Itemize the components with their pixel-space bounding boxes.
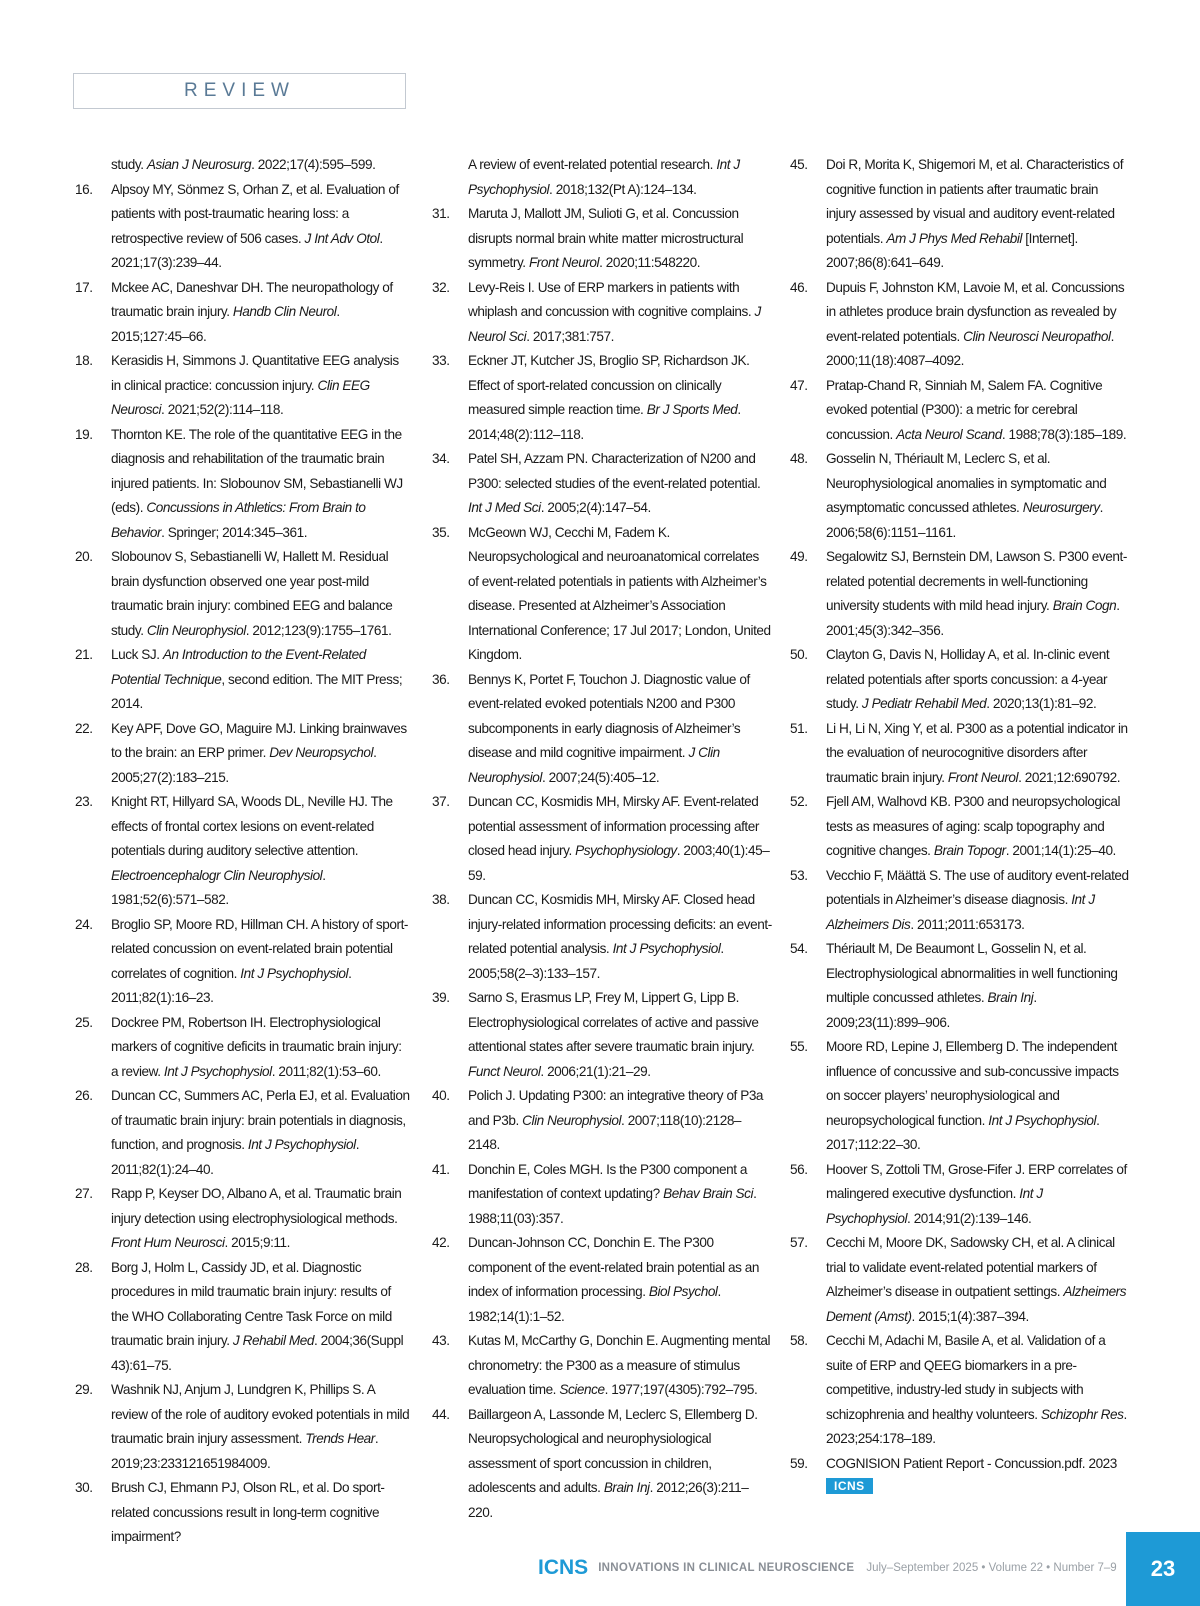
reference-item [75, 1256, 410, 1379]
journal-title: J Clin Neurophysiol [468, 745, 720, 785]
reference-text-part: study. [111, 157, 147, 172]
reference-number: 19. [75, 426, 93, 442]
reference-text-part: Knight RT, Hillyard SA, Woods DL, Neville HJ. The effects of frontal cortex lesions on event-related potentials during auditory selective attention. [111, 794, 393, 858]
reference-number: 21. [75, 647, 93, 662]
reference-text-part: . 2005;2(4):147–54. [540, 500, 651, 515]
journal-title: Acta Neurol Scand [896, 426, 1002, 442]
reference-text [111, 913, 410, 1011]
reference-item [790, 864, 1130, 938]
reference-text [111, 1084, 410, 1182]
reference-text-part: . 2011;82(1):53–60. [271, 1063, 381, 1079]
journal-title: Int J Alzheimers Dis [826, 892, 1095, 932]
reference-text-part: Rapp P, Keyser DO, Albano A, et al. Traumatic brain injury detection using electrophysiological methods. [111, 1186, 402, 1226]
reference-text [468, 276, 772, 350]
reference-item [432, 1231, 772, 1329]
reference-text [468, 1231, 772, 1329]
reference-text [111, 276, 410, 350]
reference-item [432, 790, 772, 888]
reference-text-part: Doi R, Morita K, Shigemori M, et al. Characteristics of cognitive function in patients after traumatic brain injury assessed by visual and auditory event-related potentials. [826, 157, 1124, 246]
reference-number: 58. [790, 1333, 808, 1348]
reference-text [468, 447, 772, 521]
reference-text-part: Cecchi M, Moore DK, Sadowsky CH, et al. A clinical trial to validate event-related potential markers of Alzheimer’s disease in outpatient settings. [826, 1235, 1115, 1299]
reference-item [432, 1403, 772, 1526]
journal-title: Int J Psychophysiol [988, 1112, 1097, 1128]
reference-text [111, 1378, 410, 1476]
reference-text [111, 178, 410, 276]
reference-text-part: Mckee AC, Daneshvar DH. The neuropathology of traumatic brain injury. [111, 279, 393, 319]
reference-text [826, 1035, 1130, 1158]
section-label: REVIEW [184, 80, 295, 101]
reference-text-part: . 2011;2011:653173. [910, 916, 1025, 932]
reference-list-1 [75, 178, 410, 1550]
reference-item [432, 153, 772, 202]
reference-text-part: . 2011;82(1):24–40. [111, 1137, 360, 1177]
reference-text [468, 1329, 772, 1403]
reference-item [432, 447, 772, 521]
reference-item [790, 1452, 1130, 1477]
reference-item [790, 717, 1130, 791]
page-footer [538, 1552, 1117, 1584]
reference-text-part: Dupuis F, Johnston KM, Lavoie M, et al. Concussions in athletes produce brain dysfunction as revealed by event-related potentials. [826, 279, 1125, 344]
reference-text-part: Polich J. Updating P300: an integrative theory of P3a and P3b. [468, 1088, 764, 1128]
reference-text-part: Bennys K, Portet F, Touchon J. Diagnostic value of event-related evoked potentials N200 and P300 subcomponents in early diagnosis of Alzheimer’s disease and mild cognitive impairment. [468, 671, 750, 760]
reference-item [432, 349, 772, 447]
reference-number: 59. [790, 1455, 808, 1471]
reference-text-part: . 2021;17(3):239–44. [111, 230, 383, 270]
reference-text [826, 374, 1130, 448]
reference-item [75, 643, 410, 717]
reference-number: 24. [75, 916, 93, 932]
journal-title: Int J Psychophysiol [240, 965, 349, 981]
reference-text-part: A review of event-related potential research. [468, 157, 717, 172]
reference-number: 53. [790, 867, 808, 883]
page-number-box [1126, 1532, 1200, 1606]
reference-text-part: . 2018;132(Pt A):124–134. [549, 181, 697, 197]
reference-text-part: Segalowitz SJ, Bernstein DM, Lawson S. P300 event-related potential decrements in well-functioning university students with mild head injury. [826, 549, 1127, 613]
reference-item [75, 790, 410, 913]
reference-number: 46. [790, 279, 808, 295]
reference-text-part: . 2007;24(5):405–12. [541, 769, 660, 785]
reference-text-part: . 2015;1(4):387–394. [911, 1308, 1029, 1324]
reference-text-part: . 1988;78(3):185–189. [1001, 426, 1127, 442]
reference-text [468, 1403, 772, 1526]
reference-text-part: Key APF, Dove GO, Maguire MJ. Linking brainwaves to the brain: an ERP primer. [111, 720, 407, 760]
reference-number: 34. [432, 451, 450, 466]
reference-number: 31. [432, 206, 450, 221]
reference-text-part: Slobounov S, Sebastianelli W, Hallett M. Residual brain dysfunction observed one year post-mild traumatic brain injury: combined EEG and balance study. [111, 549, 393, 638]
journal-title: Alzheimers Dement (Amst) [826, 1284, 1127, 1324]
reference-text [826, 1231, 1130, 1329]
reference-number: 43. [432, 1333, 450, 1348]
reference-text [111, 545, 410, 643]
references-column-1 [75, 153, 410, 1550]
reference-text [826, 153, 1130, 276]
reference-text [111, 643, 410, 717]
reference-number: 47. [790, 377, 808, 393]
reference-item [790, 1035, 1130, 1158]
reference-item [432, 1084, 772, 1158]
reference-text-part: Alpsoy MY, Sönmez S, Orhan Z, et al. Evaluation of patients with post-traumatic hearing loss: a retrospective review of 506 cases. [111, 181, 399, 246]
reference-text-part: Sarno S, Erasmus LP, Frey M, Lippert G, Lipp B. Electrophysiological correlates of active and passive attentional states after severe traumatic brain injury. [468, 990, 759, 1054]
reference-text-part: . 2022;17(4):595–599. [251, 157, 376, 172]
journal-title: Int J Psychophysiol [612, 941, 721, 956]
journal-title: Science [559, 1382, 605, 1397]
reference-item [790, 374, 1130, 448]
journal-logo: ICNS [538, 1556, 589, 1579]
reference-number: 51. [790, 720, 808, 736]
end-of-article-badge: ICNS [826, 1478, 873, 1494]
reference-text-part: . 2012;123(9):1755–1761. [245, 622, 392, 638]
reference-item [790, 1158, 1130, 1232]
issue-info: July–September 2025 • Volume 22 • Number 7–9 [866, 1562, 1117, 1574]
reference-text [468, 349, 772, 447]
reference-text [468, 986, 772, 1084]
reference-number: 28. [75, 1259, 93, 1275]
reference-item [75, 1378, 410, 1476]
reference-text-part: COGNISION Patient Report - Concussion.pdf. 2023 [826, 1455, 1117, 1471]
reference-text [468, 153, 772, 202]
journal-title: Int J Psychophysiol [826, 1186, 1043, 1226]
reference-item [75, 1182, 410, 1256]
reference-text-part: Brush CJ, Ehmann PJ, Olson RL, et al. Do sport-related concussions result in long-term cognitive impairment? [111, 1480, 385, 1544]
reference-text [826, 1158, 1130, 1232]
journal-title: J Int Adv Otol [304, 230, 380, 246]
reference-number: 25. [75, 1014, 93, 1030]
reference-item [75, 913, 410, 1011]
reference-item [790, 276, 1130, 374]
reference-item [432, 1158, 772, 1232]
reference-number: 37. [432, 794, 450, 809]
reference-text-part: . 2021;52(2):114–118. [161, 402, 284, 417]
reference-continuation [75, 153, 410, 178]
reference-text-part: . 2009;23(11):899–906. [826, 990, 1037, 1030]
reference-text-part: Duncan-Johnson CC, Donchin E. The P300 component of the event-related brain potential as an index of information processing. [468, 1235, 759, 1299]
journal-title: Clin EEG Neurosci [111, 377, 370, 417]
reference-item [432, 276, 772, 350]
reference-text-part: . 2000;11(18):4087–4092. [826, 328, 1114, 368]
references-column-3 [790, 153, 1130, 1495]
reference-text [111, 1476, 410, 1550]
reference-number: 38. [432, 892, 450, 907]
reference-text-part: Dockree PM, Robertson IH. Electrophysiological markers of cognitive deficits in traumatic brain injury: a review. [111, 1014, 402, 1079]
reference-item [75, 276, 410, 350]
reference-text-part: Thornton KE. The role of the quantitative EEG in the diagnosis and rehabilitation of the traumatic brain injured patients. In: Slobounov SM, Sebastianelli WJ (eds). [111, 426, 403, 515]
reference-number: 23. [75, 794, 93, 809]
reference-text [468, 202, 772, 276]
journal-title: Clin Neurophysiol [522, 1112, 622, 1128]
page-number: 23 [1150, 1556, 1176, 1581]
reference-text [111, 790, 410, 913]
reference-text [826, 1329, 1130, 1452]
reference-text [111, 1256, 410, 1379]
journal-name: INNOVATIONS IN CLINICAL NEUROSCIENCE [598, 1562, 855, 1574]
references-column-2 [432, 153, 772, 1525]
journal-title: J Neurol Sci [468, 304, 761, 344]
journal-title: Neurosurgery [1022, 500, 1100, 515]
reference-number: 40. [432, 1088, 450, 1103]
reference-text-part: Thériault M, De Beaumont L, Gosselin N, et al. Electrophysiological abnormalities in well functioning multiple concussed athletes. [826, 941, 1118, 1005]
reference-text-part: . 2020;11:548220. [599, 255, 701, 270]
journal-title: Br J Sports Med [646, 402, 738, 417]
reference-text [111, 1182, 410, 1256]
reference-item [790, 153, 1130, 276]
reference-text [111, 1011, 410, 1085]
reference-number: 52. [790, 794, 808, 809]
journal-title: J Rehabil Med [232, 1333, 314, 1348]
reference-text-part: Kutas M, McCarthy G, Donchin E. Augmenting mental chronometry: the P300 as a measure of stimulus evaluation time. [468, 1333, 771, 1397]
reference-text-part: . 1977;197(4305):792–795. [604, 1382, 758, 1397]
reference-text-part: . 2017;112:22–30. [826, 1112, 1100, 1152]
reference-text-part: Borg J, Holm L, Cassidy JD, et al. Diagnostic procedures in mild traumatic brain injury: results of the WHO Collaborating Centre Task Force on mild traumatic brain injury. [111, 1259, 392, 1348]
reference-number: 29. [75, 1382, 93, 1397]
journal-title: Am J Phys Med Rehabil [886, 230, 1022, 246]
reference-text-part: Broglio SP, Moore RD, Hillman CH. A history of sport-related concussion on event-related brain potential correlates of cognition. [111, 916, 408, 981]
reference-item [432, 668, 772, 791]
reference-number: 50. [790, 647, 808, 662]
reference-number: 41. [432, 1161, 450, 1177]
reference-text [826, 276, 1130, 374]
reference-list-3 [790, 153, 1130, 1476]
reference-text-part: . 2001;14(1):25–40. [1005, 843, 1116, 858]
reference-text-part: . 2006;21(1):21–29. [540, 1063, 651, 1079]
journal-title: Clin Neurophysiol [146, 622, 246, 638]
reference-text-part: . 2011;82(1):16–23. [111, 965, 352, 1005]
reference-text-part: Duncan CC, Kosmidis MH, Mirsky AF. Closed head injury-related information processing deficits: an event-related potential analysis. [468, 892, 772, 956]
journal-title: Trends Hear [305, 1431, 375, 1446]
reference-text [826, 643, 1130, 717]
reference-text-part: Levy-Reis I. Use of ERP markers in patients with whiplash and concussion with cognitive complains. [468, 279, 755, 319]
reference-text-part: Fjell AM, Walhovd KB. P300 and neuropsychological tests as measures of aging: scalp topography and cognitive changes. [826, 794, 1121, 858]
reference-text-part: . 2015;127:45–66. [111, 304, 340, 344]
reference-text [826, 545, 1130, 643]
reference-number: 45. [790, 157, 808, 172]
reference-text-part: Pratap-Chand R, Sinniah M, Salem FA. Cognitive evoked potential (P300): a metric for cerebral concussion. [826, 377, 1103, 442]
reference-text-part: Vecchio F, Määttä S. The use of auditory event-related potentials in Alzheimer’s disease diagnosis. [826, 867, 1129, 907]
reference-text-part: . 2006;58(6):1151–1161. [826, 500, 1103, 540]
reference-text-part: . 2019;23:233121651984009. [111, 1431, 379, 1471]
reference-item [75, 178, 410, 276]
reference-number: 49. [790, 549, 808, 564]
reference-text [468, 668, 772, 791]
reference-text [111, 423, 410, 546]
reference-number: 48. [790, 451, 808, 466]
reference-text-part: . 1982;14(1):1–52. [468, 1284, 721, 1324]
reference-text-part: Gosselin N, Thériault M, Leclerc S, et al. Neurophysiological anomalies in symptomatic and asymptomatic concussed athletes. [826, 451, 1107, 515]
reference-text-part: . 2005;58(2–3):133–157. [468, 941, 724, 981]
reference-text [468, 521, 772, 668]
reference-item [790, 447, 1130, 545]
reference-item [790, 1329, 1130, 1452]
reference-item [75, 1011, 410, 1085]
reference-text [826, 790, 1130, 864]
reference-text-part: . 2014;91(2):139–146. [907, 1210, 1032, 1226]
reference-text-part: Eckner JT, Kutcher JS, Broglio SP, Richardson JK. Effect of sport-related concussion on clinically measured simple reaction time. [468, 353, 750, 417]
reference-number: 33. [432, 353, 450, 368]
reference-number: 18. [75, 353, 93, 368]
journal-title: Int J Psychophysiol [163, 1063, 272, 1079]
section-label-box [73, 73, 406, 109]
reference-number: 26. [75, 1088, 93, 1103]
reference-text-part: Washnik NJ, Anjum J, Lundgren K, Phillips S. A review of the role of auditory evoked potentials in mild traumatic brain injury assessment. [111, 1382, 410, 1446]
reference-item [432, 986, 772, 1084]
reference-item [75, 1476, 410, 1550]
reference-text-part: Kerasidis H, Simmons J. Quantitative EEG analysis in clinical practice: concussion injury. [111, 353, 399, 393]
reference-item [790, 643, 1130, 717]
reference-text-part: McGeown WJ, Cecchi M, Fadem K. Neuropsychological and neuroanatomical correlates of event-related potentials in patients with Alzheimer’s disease. Presented at Alzheimer’s Association International Conference; 17 Jul 2017; London, United Kingdom. [468, 524, 771, 662]
journal-title: Behav Brain Sci [663, 1186, 754, 1201]
reference-text-part: Baillargeon A, Lassonde M, Leclerc S, Ellemberg D. Neuropsychological and neurophysiological assessment of sport concussion in children, adolescents and adults. [468, 1406, 758, 1495]
journal-title: Brain Inj [987, 990, 1034, 1005]
reference-text [111, 349, 410, 423]
reference-text-part: . 2021;12:690792. [1018, 769, 1121, 785]
reference-text-part: . 1981;52(6):571–582. [111, 867, 326, 907]
reference-number: 54. [790, 941, 808, 956]
reference-text-part: Hoover S, Zottoli TM, Grose-Fifer J. ERP correlates of malingered executive dysfunction. [826, 1161, 1127, 1201]
reference-number: 35. [432, 524, 450, 540]
journal-title: An Introduction to the Event-Related Potential Technique [111, 647, 366, 687]
reference-text [468, 1158, 772, 1232]
journal-title: Brain Topogr [933, 843, 1006, 858]
journal-title: Front Neurol [528, 255, 600, 270]
reference-number: 20. [75, 549, 93, 564]
journal-title: Brain Cogn [1052, 598, 1117, 613]
reference-text-part: Donchin E, Coles MGH. Is the P300 component a manifestation of context updating? [468, 1161, 747, 1201]
journal-title: Front Neurol [947, 769, 1019, 785]
reference-item [75, 545, 410, 643]
reference-text-part: . 2003;40(1):45–59. [468, 843, 770, 883]
reference-number: 32. [432, 279, 450, 295]
journal-title: Brain Inj [603, 1480, 650, 1495]
reference-text-part: Li H, Li N, Xing Y, et al. P300 as a potential indicator in the evaluation of neurocognitive disorders after traumatic brain injury. [826, 720, 1128, 785]
reference-number: 44. [432, 1406, 450, 1422]
reference-text [111, 717, 410, 791]
journal-title: Concussions in Athletics: From Brain to Behavior [111, 500, 366, 540]
reference-text-part: Duncan CC, Summers AC, Perla EJ, et al. Evaluation of traumatic brain injury: brain potentials in diagnosis, function, and prognosis. [111, 1088, 410, 1152]
journal-title: J Pediatr Rehabil Med [861, 696, 987, 711]
reference-list-2 [432, 153, 772, 1525]
reference-number: 30. [75, 1480, 93, 1495]
reference-text [826, 1452, 1130, 1477]
journal-title: Int J Med Sci [468, 500, 541, 515]
journal-title: Int J Psychophysiol [247, 1137, 356, 1152]
reference-item [75, 423, 410, 546]
reference-item [432, 1329, 772, 1403]
journal-title: Int J Psychophysiol [468, 157, 740, 197]
reference-number: 39. [432, 990, 450, 1005]
reference-text-part: Luck SJ. [111, 647, 163, 662]
reference-text-part: . Springer; 2014:345–361. [161, 524, 308, 540]
reference-text-part: Duncan CC, Kosmidis MH, Mirsky AF. Event-related potential assessment of information processing after closed head injury. [468, 794, 759, 858]
reference-item [75, 349, 410, 423]
reference-text-part: . 2001;45(3):342–356. [826, 598, 1120, 638]
reference-text-part: Patel SH, Azzam PN. Characterization of N200 and P300: selected studies of the event-related potential. [468, 451, 761, 491]
reference-item [790, 790, 1130, 864]
reference-number: 17. [75, 279, 93, 295]
reference-text-part: . 2020;13(1):81–92. [986, 696, 1097, 711]
journal-title: Biol Psychol [648, 1284, 718, 1299]
reference-text-part: Maruta J, Mallott JM, Sulioti G, et al. Concussion disrupts normal brain white matter microstructural symmetry. [468, 206, 744, 270]
reference-number: 56. [790, 1161, 808, 1177]
reference-text-part: [Internet]. 2007;86(8):641–649. [826, 230, 1078, 270]
reference-text-part: Cecchi M, Adachi M, Basile A, et al. Validation of a suite of ERP and QEEG biomarkers in a pre-competitive, industry-led study in subjects with schizophrenia and healthy volunteers. [826, 1333, 1106, 1422]
reference-text [468, 1084, 772, 1158]
reference-number: 57. [790, 1235, 808, 1250]
reference-text [468, 790, 772, 888]
journal-title: Electroencephalogr Clin Neurophysiol [111, 867, 323, 883]
reference-text-part: . 2012;26(3):211–220. [468, 1480, 749, 1520]
journal-title: Handb Clin Neurol [232, 304, 337, 319]
journal-title: Schizophr Res [1040, 1406, 1124, 1422]
reference-text-part: Moore RD, Lepine J, Ellemberg D. The independent influence of concussive and sub-concussive impacts on soccer players’ neurophysiological and neuropsychological function. [826, 1039, 1119, 1128]
reference-text [826, 864, 1130, 938]
reference-text [468, 888, 772, 986]
reference-text [826, 447, 1130, 545]
reference-number: 16. [75, 181, 93, 197]
journal-title: Clin Neurosci Neuropathol [963, 328, 1111, 344]
reference-item [75, 1084, 410, 1182]
reference-text-part: . 2023;254:178–189. [826, 1406, 1127, 1446]
reference-number: 36. [432, 671, 450, 687]
reference-number: 42. [432, 1235, 450, 1250]
reference-number: 55. [790, 1039, 808, 1054]
reference-item [790, 545, 1130, 643]
journal-title: Asian J Neurosurg [146, 157, 252, 172]
reference-item [790, 937, 1130, 1035]
reference-item [432, 521, 772, 668]
reference-number [432, 153, 468, 202]
reference-text [826, 717, 1130, 791]
reference-text-part: . 1988;11(03):357. [468, 1186, 757, 1226]
journal-title: Front Hum Neurosci [111, 1235, 225, 1250]
reference-item [432, 202, 772, 276]
journal-title: Funct Neurol [468, 1063, 541, 1079]
reference-item [432, 888, 772, 986]
reference-text-part: . 2017;381:757. [526, 328, 614, 344]
reference-item [790, 1231, 1130, 1329]
reference-number: 27. [75, 1186, 93, 1201]
reference-text-part: Clayton G, Davis N, Holliday A, et al. In-clinic event related potentials after sports concussion: a 4-year study. [826, 647, 1110, 711]
reference-item [75, 717, 410, 791]
journal-title: Psychophysiology [575, 843, 677, 858]
reference-text [826, 937, 1130, 1035]
reference-text-part: , second edition. The MIT Press; 2014. [111, 671, 403, 711]
reference-text-part: . 2007;118(10):2128–2148. [468, 1112, 742, 1152]
reference-text-part: . 2014;48(2):112–118. [468, 402, 741, 442]
reference-text-part: . 2015;9:11. [224, 1235, 290, 1250]
journal-title: Dev Neuropsychol [269, 745, 374, 760]
reference-number: 22. [75, 720, 93, 736]
reference-text-part: . 2004;36(Suppl 43):61–75. [111, 1333, 404, 1373]
reference-text-part: . 2005;27(2):183–215. [111, 745, 377, 785]
